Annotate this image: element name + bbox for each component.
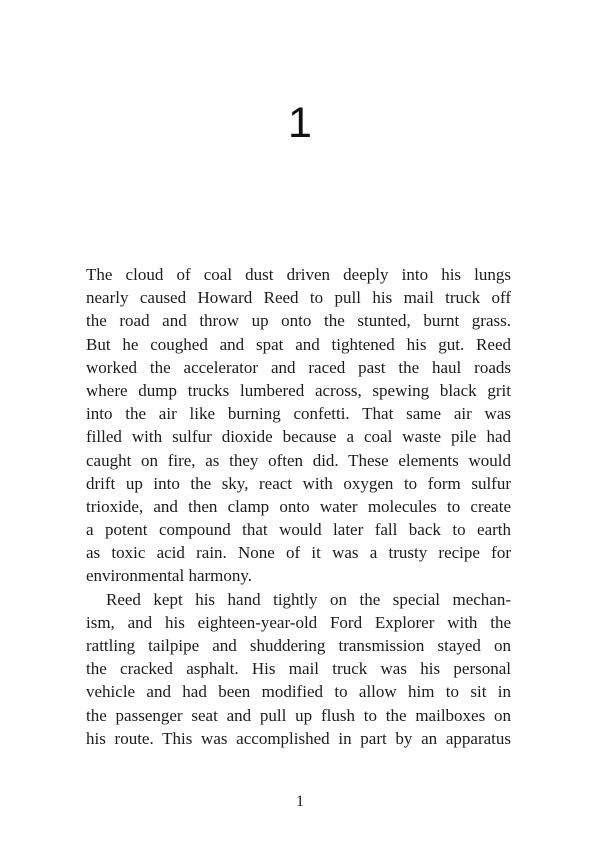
text-line: worked the accelerator and raced past the haul roads [86, 357, 511, 377]
text-line: the cracked asphalt. His mail truck was his personal [86, 659, 511, 679]
text-line: rattling tailpipe and shuddering transmission stayed on [86, 636, 511, 655]
text-line: filled with sulfur dioxide because a coal waste pile had [86, 427, 511, 447]
text-line: caught on fire, as they often did. These elements would [86, 450, 511, 470]
paragraph [86, 588, 511, 750]
text-line: vehicle and had been modified to allow him to sit in [86, 682, 511, 702]
page-number: 1 [296, 793, 304, 810]
paragraph [86, 263, 511, 588]
text-line: where dump trucks lumbered across, spewing black grit [86, 380, 511, 400]
text-line: into the air like burning confetti. That same air was [86, 404, 511, 424]
text-line: drift up into the sky, react with oxygen to form sulfur [86, 473, 511, 493]
text-line: Reed kept his hand tightly on the special mechan- [106, 589, 511, 609]
text-line: his route. This was accomplished in part by an apparatus [86, 728, 511, 748]
chapter-number-heading: 1 [288, 99, 312, 147]
text-line: ism, and his eighteen-year-old Ford Explorer with the [86, 612, 511, 632]
text-line: environmental harmony. [86, 566, 253, 586]
body-text [86, 263, 511, 750]
text-line: the passenger seat and pull up flush to the mailboxes on [86, 705, 511, 725]
text-line: The cloud of coal dust driven deeply into his lungs [86, 265, 511, 284]
text-line: trioxide, and then clamp onto water molecules to create [86, 496, 511, 516]
text-line: the road and throw up onto the stunted, burnt grass. [86, 311, 511, 331]
text-line: a potent compound that would later fall back to earth [86, 520, 511, 540]
text-line: But he coughed and spat and tightened his gut. Reed [86, 334, 511, 354]
text-line: nearly caused Howard Reed to pull his mail truck off [86, 288, 511, 308]
text-line: as toxic acid rain. None of it was a trusty recipe for [86, 543, 511, 563]
